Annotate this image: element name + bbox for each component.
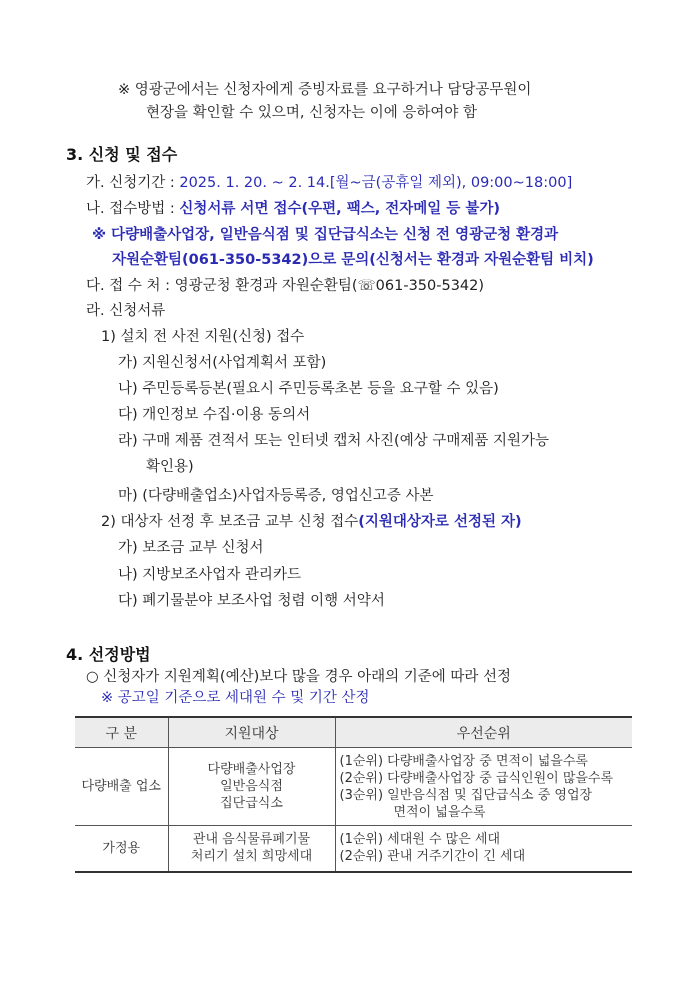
target-line: 집단급식소 bbox=[220, 796, 283, 811]
list-item: 다) 폐기물분야 보조사업 청렴 이행 서약서 bbox=[118, 593, 385, 609]
priority-cell bbox=[335, 826, 632, 872]
list-item: 가) 지원신청서(사업계획서 포함) bbox=[118, 355, 327, 371]
list-item: 확인용) bbox=[146, 459, 194, 475]
priority-line: (1순위) 세대원 수 많은 세대 bbox=[339, 832, 501, 848]
header-cell: 구 분 bbox=[75, 717, 168, 748]
type-cell: 가정용 bbox=[75, 826, 168, 872]
list-item: 나) 지방보조사업자 관리카드 bbox=[118, 567, 301, 583]
label: 나. 접수방법 : bbox=[86, 201, 175, 217]
docs-heading: 라. 신청서류 bbox=[86, 303, 166, 319]
note-text: 자원순환팀(061-350-5342)으로 문의(신청서는 환경과 자원순환팀 비치) bbox=[112, 252, 594, 268]
target-line: 처리기 설치 희망세대 bbox=[190, 849, 313, 865]
value: 신청서류 서면 접수(우편, 팩스, 전자메일 등 불가) bbox=[179, 201, 501, 217]
period-row bbox=[86, 173, 572, 193]
list-item: 다) 개인정보 수집·이용 동의서 bbox=[118, 407, 311, 423]
target-line: 관내 음식물류폐기물 bbox=[192, 832, 311, 848]
target-cell bbox=[168, 748, 335, 826]
selection-table bbox=[75, 716, 632, 873]
sub-heading bbox=[101, 512, 522, 532]
list-item: 나) 주민등록등본(필요시 주민등록초본 등을 요구할 수 있음) bbox=[118, 381, 499, 397]
value: 2025. 1. 20. ~ 2. 14.[월~금(공휴일 제외), 09:00~18:00] bbox=[179, 175, 573, 191]
section-title: 4. 선정방법 bbox=[66, 645, 151, 664]
label: 가. 신청기간 : bbox=[86, 175, 175, 191]
method-row bbox=[86, 199, 500, 219]
criteria-text: ○ 신청자가 지원계획(예산)보다 많을 경우 아래의 기준에 따라 선정 bbox=[86, 669, 512, 685]
note-text: 현장을 확인할 수 있으며, 신청자는 이에 응하여야 함 bbox=[146, 105, 478, 121]
target-cell bbox=[168, 826, 335, 872]
list-item: 라) 구매 제품 견적서 또는 인터넷 캡처 사진(예상 구매제품 지원가능 bbox=[118, 433, 549, 449]
note-text: ※ 다량배출사업장, 일반음식점 및 집단급식소는 신청 전 영광군청 환경과 bbox=[92, 227, 559, 243]
target-line: 다량배출사업장 bbox=[207, 762, 296, 777]
header-cell: 우선순위 bbox=[335, 717, 632, 748]
list-item: 가) 보조금 교부 신청서 bbox=[118, 540, 264, 556]
criteria-note: ※ 공고일 기준으로 세대원 수 및 기간 산정 bbox=[101, 690, 370, 706]
table-row bbox=[75, 748, 632, 826]
office-row: 다. 접 수 처 : 영광군청 환경과 자원순환팀(☏061-350-5342) bbox=[86, 278, 485, 294]
section-title: 3. 신청 및 접수 bbox=[66, 145, 178, 164]
priority-line: (1순위) 다량배출사업장 중 면적이 넓을수록 bbox=[339, 753, 588, 769]
type-cell: 다량배출 업소 bbox=[75, 748, 168, 826]
priority-line: (2순위) 다량배출사업장 중 급식인원이 많을수록 bbox=[339, 770, 614, 786]
table-row bbox=[75, 826, 632, 872]
note-text: ※ 영광군에서는 신청자에게 증빙자료를 요구하거나 담당공무원이 bbox=[118, 82, 532, 98]
list-item: 마) (다량배출업소)사업자등록증, 영업신고증 사본 bbox=[118, 488, 434, 504]
priority-cell bbox=[335, 748, 632, 826]
header-cell: 지원대상 bbox=[168, 717, 335, 748]
target-line: 일반음식점 bbox=[220, 779, 283, 794]
sub-heading-text: 2) 대상자 선정 후 보조금 교부 신청 접수 bbox=[101, 514, 359, 530]
sub-heading: 1) 설치 전 사전 지원(신청) 접수 bbox=[101, 329, 305, 345]
priority-line: 면적이 넓을수록 bbox=[393, 804, 486, 820]
sub-heading-note: (지원대상자로 선정된 자) bbox=[358, 514, 522, 530]
priority-line: (2순위) 관내 거주기간이 긴 세대 bbox=[339, 849, 526, 865]
table-header bbox=[75, 717, 632, 748]
priority-line: (3순위) 일반음식점 및 집단급식소 중 영업장 bbox=[339, 787, 593, 803]
